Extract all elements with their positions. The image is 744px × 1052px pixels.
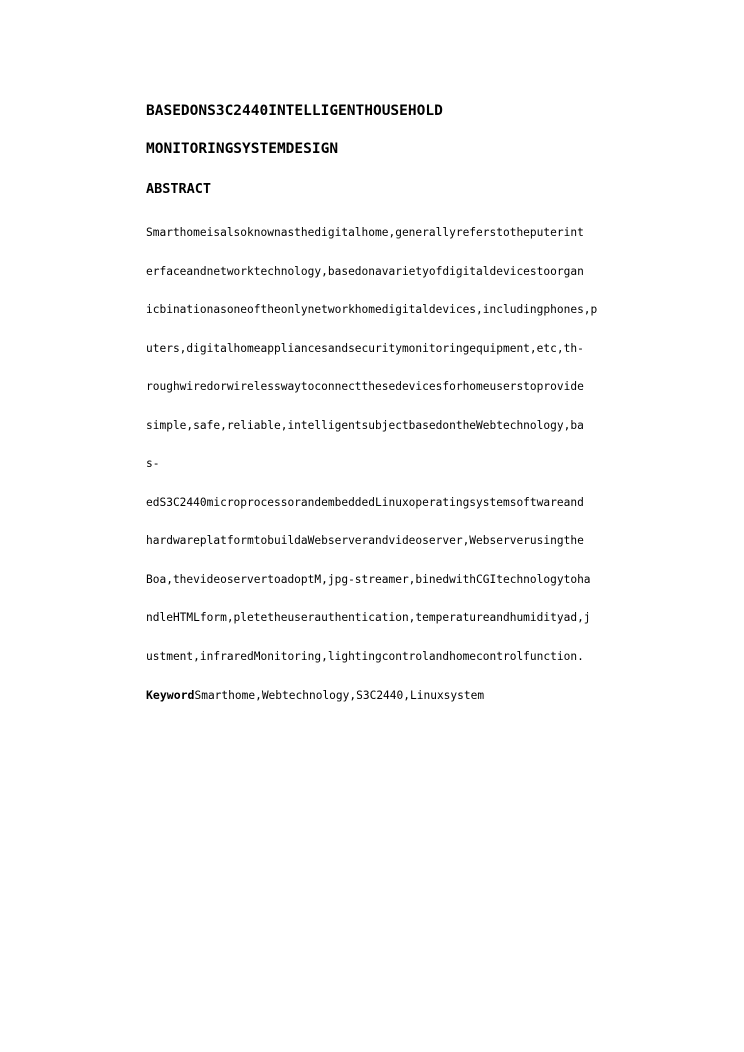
abstract-line: ustment,infraredMonitoring,lightingcontrolandhomecontrolfunction. <box>146 649 584 663</box>
abstract-line: roughwiredorwirelesswaytoconnectthesedevicesforhomeuserstoprovide <box>146 380 584 393</box>
abstract-line: hardwareplatformtobuildaWebserverandvideoserver,Webserverusingthe <box>146 534 584 547</box>
keywords-label: Keyword <box>146 688 195 702</box>
abstract-line: erfaceandnetworktechnology,basedonavarietyofdigitaldevicestoorgan <box>146 264 584 278</box>
abstract-line: icbinationasoneoftheonlynetworkhomedigitaldevices,includingphones,p <box>146 303 598 316</box>
keywords-row <box>146 676 636 716</box>
title-line-1: BASEDONS3C2440INTELLIGENTHOUSEHOLD <box>146 103 443 119</box>
abstract-line: Smarthomeisalsoknownasthedigitalhome,generallyreferstotheputerint <box>146 226 584 239</box>
abstract-line: uters,digitalhomeappliancesandsecuritymonitoringequipment,etc,th- <box>146 341 584 355</box>
abstract-line: Boa,thevideoservertoadoptM,jpg-streamer,binedwithCGItechnologytoha <box>146 572 591 586</box>
abstract-line: ndleHTMLform,pletetheuserauthentication,temperatureandhumidityad,j <box>146 611 591 624</box>
abstract-line: s- <box>146 457 160 470</box>
keywords-text: Smarthome,Webtechnology,S3C2440,Linuxsystem <box>194 689 485 702</box>
abstract-line: edS3C2440microprocessorandembeddedLinuxoperatingsystemsoftwareand <box>146 495 584 509</box>
abstract-body <box>146 214 636 676</box>
title-line-2: MONITORINGSYSTEMDESIGN <box>146 141 339 157</box>
page-title <box>146 92 636 168</box>
document-content <box>146 92 636 716</box>
abstract-line: simple,safe,reliable,intelligentsubjectbasedontheWebtechnology,ba <box>146 418 584 432</box>
abstract-heading: ABSTRACT <box>146 181 212 197</box>
